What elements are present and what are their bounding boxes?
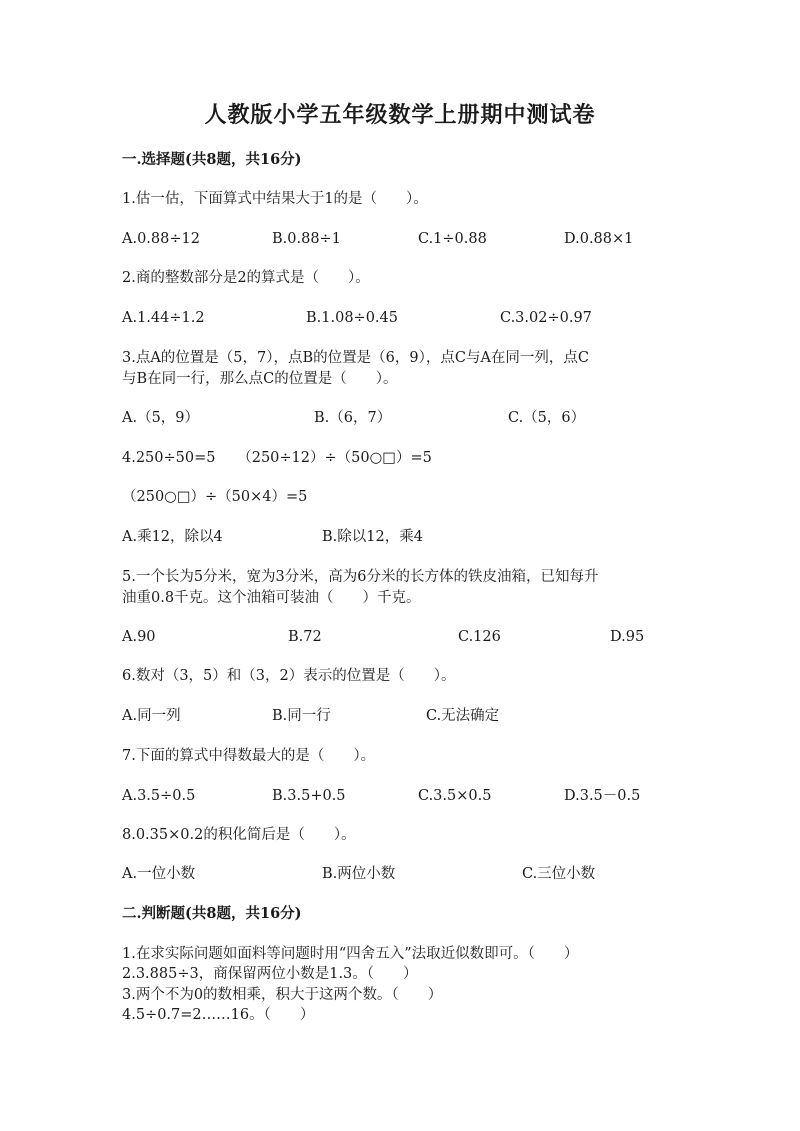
q4-option-b: B.除以12，乘4 bbox=[322, 529, 423, 545]
q3-option-c: C.（5，6） bbox=[508, 410, 586, 426]
q5-option-a: A.90 bbox=[122, 629, 156, 645]
q6-option-b: B.同一行 bbox=[272, 708, 331, 724]
q1-option-c: C.1÷0.88 bbox=[418, 231, 487, 247]
exam-title: 人教版小学五年级数学上册期中测试卷 bbox=[204, 102, 596, 128]
question-7: 7.下面的算式中得数最大的是（ ）。 bbox=[122, 748, 376, 764]
q2-option-c: C.3.02÷0.97 bbox=[500, 310, 592, 326]
q7-option-b: B.3.5+0.5 bbox=[272, 788, 346, 804]
question-2: 2.商的整数部分是2的算式是（ ）。 bbox=[122, 270, 370, 286]
q5-option-c: C.126 bbox=[458, 629, 501, 645]
question-5-line-2: 油重0.8千克。这个油箱可装油（ ）千克。 bbox=[122, 590, 421, 606]
q2-option-b: B.1.08÷0.45 bbox=[306, 310, 398, 326]
judgment-item-2: 2.3.885÷3，商保留两位小数是1.3。（ ） bbox=[122, 966, 418, 982]
q7-option-d: D.3.5－0.5 bbox=[564, 788, 641, 804]
q1-option-d: D.0.88×1 bbox=[564, 231, 634, 247]
q3-option-b: B.（6，7） bbox=[314, 410, 392, 426]
question-5-line-1: 5.一个长为5分米，宽为3分米，高为6分米的长方体的铁皮油箱，已知每升 bbox=[122, 569, 599, 585]
q5-option-b: B.72 bbox=[288, 629, 322, 645]
question-3-line-2: 与B在同一行，那么点C的位置是（ ）。 bbox=[122, 371, 398, 387]
question-6: 6.数对（3，5）和（3，2）表示的位置是（ ）。 bbox=[122, 668, 456, 684]
section-heading-judgment: 二.判断题(共8题，共16分) bbox=[122, 905, 302, 922]
q6-option-a: A.同一列 bbox=[122, 708, 181, 724]
judgment-item-3: 3.两个不为0的数相乘，积大于这两个数。（ ） bbox=[122, 987, 443, 1003]
q8-option-c: C.三位小数 bbox=[522, 866, 596, 882]
q4-option-a: A.乘12，除以4 bbox=[122, 529, 223, 545]
q8-option-b: B.两位小数 bbox=[322, 866, 396, 882]
question-3-line-1: 3.点A的位置是（5，7），点B的位置是（6，9），点C与A在同一列，点C bbox=[122, 350, 590, 366]
q1-option-a: A.0.88÷12 bbox=[122, 231, 200, 247]
q1-option-b: B.0.88÷1 bbox=[272, 231, 341, 247]
q7-option-c: C.3.5×0.5 bbox=[418, 788, 492, 804]
judgment-item-4: 4.5÷0.7=2……16。（ ） bbox=[122, 1007, 315, 1023]
section-heading-choice: 一.选择题(共8题，共16分) bbox=[122, 151, 302, 168]
judgment-item-1: 1.在求实际问题如面料等问题时用“四舍五入”法取近似数即可。（ ） bbox=[122, 946, 579, 962]
q8-option-a: A.一位小数 bbox=[122, 866, 196, 882]
question-8: 8.0.35×0.2的积化简后是（ ）。 bbox=[122, 827, 356, 843]
question-4-line-1: 4.250÷50=5 （250÷12）÷（50○□）=5 bbox=[122, 450, 432, 466]
q3-option-a: A.（5，9） bbox=[122, 410, 200, 426]
question-4-line-2: （250○□）÷（50×4）=5 bbox=[122, 489, 308, 505]
question-1: 1.估一估，下面算式中结果大于1的是（ ）。 bbox=[122, 191, 428, 207]
q7-option-a: A.3.5÷0.5 bbox=[122, 788, 196, 804]
q2-option-a: A.1.44÷1.2 bbox=[122, 310, 205, 326]
q5-option-d: D.95 bbox=[610, 629, 645, 645]
q6-option-c: C.无法确定 bbox=[426, 708, 500, 724]
